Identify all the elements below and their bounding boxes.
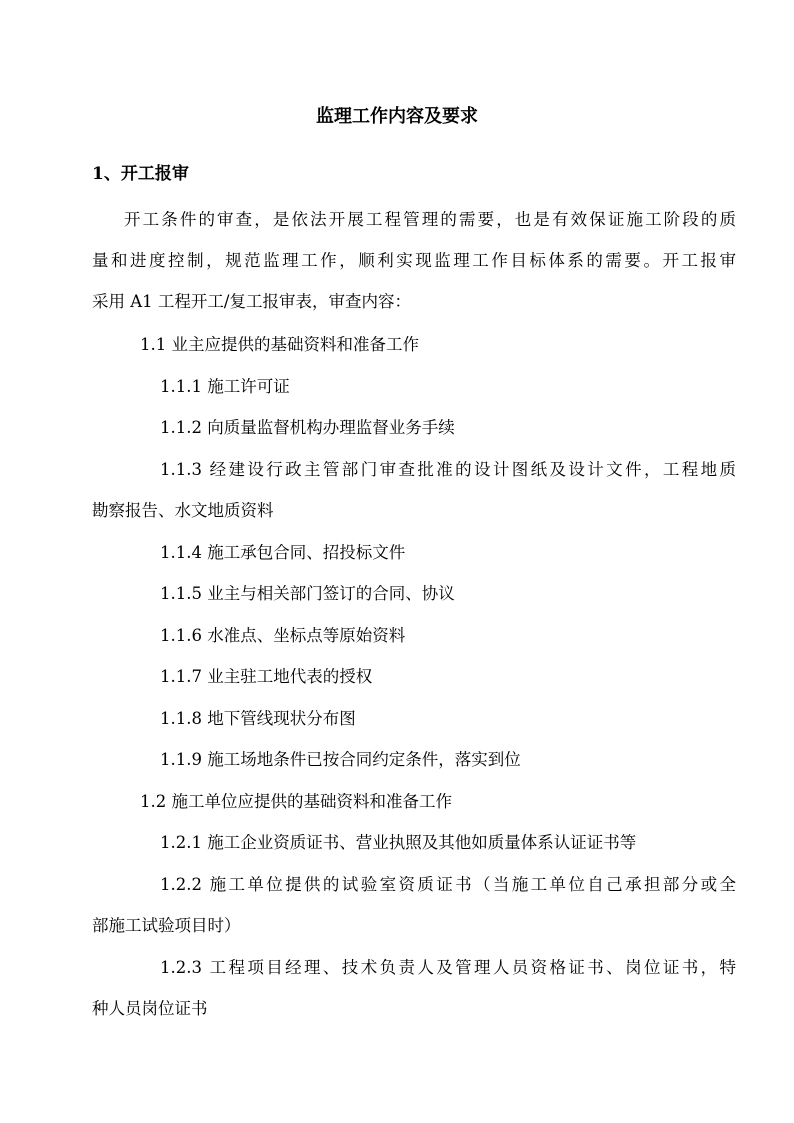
list-item: 1.2.1 施工企业资质证书、营业执照及其他如质量体系认证证书等 xyxy=(160,833,637,852)
intro-line: 开工条件的审查，是依法开展工程管理的需要，也是有效保证施工阶段的质 xyxy=(124,210,736,229)
intro-line: 量和进度控制，规范监理工作，顺利实现监理工作目标体系的需要。开工报审 xyxy=(92,251,736,270)
list-item: 1.1.4 施工承包合同、招投标文件 xyxy=(160,543,406,562)
list-item: 1.1.5 业主与相关部门签订的合同、协议 xyxy=(160,584,455,603)
list-item-continuation: 部施工试验项目时） xyxy=(92,916,241,935)
list-item: 1.1.6 水准点、坐标点等原始资料 xyxy=(160,626,406,645)
list-item: 1.2.3 工程项目经理、技术负责人及管理人员资格证书、岗位证书，特 xyxy=(160,958,736,977)
list-item: 1.1.9 施工场地条件已按合同约定条件，落实到位 xyxy=(160,750,521,769)
intro-line: 采用 A1 工程开工/复工报审表，审查内容： xyxy=(92,292,411,311)
list-item-continuation: 勘察报告、水文地质资料 xyxy=(92,501,274,520)
list-item: 1.2.2 施工单位提供的试验室资质证书（当施工单位自己承担部分或全 xyxy=(160,875,736,894)
document-title: 监理工作内容及要求 xyxy=(316,106,478,127)
subsection-heading: 1.1 业主应提供的基础资料和准备工作 xyxy=(140,335,419,354)
list-item: 1.1.7 业主驻工地代表的授权 xyxy=(160,667,373,686)
list-item: 1.1.3 经建设行政主管部门审查批准的设计图纸及设计文件，工程地质 xyxy=(160,460,736,479)
list-item: 1.1.1 施工许可证 xyxy=(160,377,290,396)
section-heading: 1、开工报审 xyxy=(92,164,189,184)
subsection-heading: 1.2 施工单位应提供的基础资料和准备工作 xyxy=(140,792,452,811)
list-item: 1.1.8 地下管线现状分布图 xyxy=(160,709,356,728)
list-item-continuation: 种人员岗位证书 xyxy=(92,999,208,1018)
list-item: 1.1.2 向质量监督机构办理监督业务手续 xyxy=(160,418,455,437)
